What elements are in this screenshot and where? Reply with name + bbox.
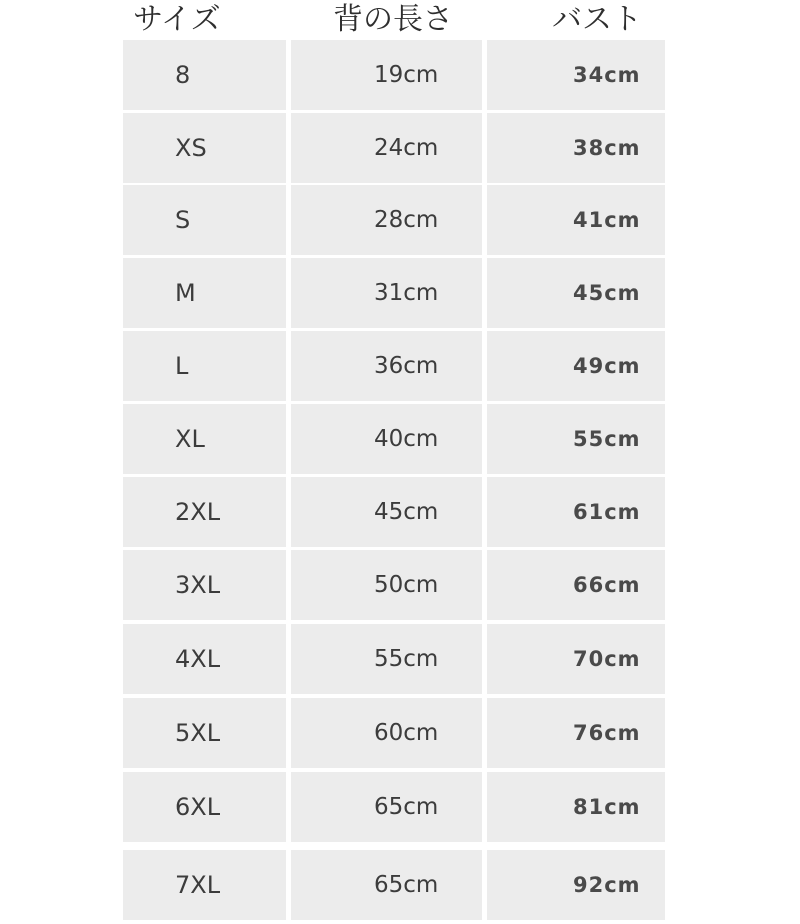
table-row bbox=[0, 185, 800, 255]
size-value: 6XL bbox=[175, 793, 221, 821]
size-value: 4XL bbox=[175, 645, 221, 673]
table-row bbox=[0, 624, 800, 694]
bust-cell bbox=[487, 624, 665, 694]
size-cell bbox=[123, 185, 286, 255]
back-length-value: 50cm bbox=[374, 572, 439, 598]
back-length-value: 65cm bbox=[374, 872, 439, 898]
bust-value: 55cm bbox=[573, 427, 641, 451]
back-length-value: 24cm bbox=[374, 135, 439, 161]
size-cell bbox=[123, 477, 286, 547]
size-value: 8 bbox=[175, 61, 191, 89]
bust-value: 34cm bbox=[573, 63, 641, 87]
size-value: 3XL bbox=[175, 571, 221, 599]
size-cell bbox=[123, 850, 286, 920]
table-row bbox=[0, 850, 800, 920]
back-length-value: 19cm bbox=[374, 62, 439, 88]
back-length-cell bbox=[291, 550, 482, 620]
bust-value: 76cm bbox=[573, 721, 641, 745]
back-length-cell bbox=[291, 850, 482, 920]
size-cell bbox=[123, 113, 286, 183]
back-length-cell bbox=[291, 331, 482, 401]
bust-value: 81cm bbox=[573, 795, 641, 819]
size-cell bbox=[123, 772, 286, 842]
table-row bbox=[0, 113, 800, 183]
size-cell bbox=[123, 258, 286, 328]
bust-cell bbox=[487, 113, 665, 183]
header-size: サイズ bbox=[133, 2, 221, 37]
header-bust: バスト bbox=[552, 2, 642, 37]
bust-cell bbox=[487, 40, 665, 110]
size-value: XS bbox=[175, 134, 207, 162]
bust-cell bbox=[487, 331, 665, 401]
table-row bbox=[0, 477, 800, 547]
bust-value: 38cm bbox=[573, 136, 641, 160]
bust-cell bbox=[487, 850, 665, 920]
size-value: 5XL bbox=[175, 719, 221, 747]
back-length-value: 55cm bbox=[374, 646, 439, 672]
header-back-length: 背の長さ bbox=[333, 2, 453, 37]
bust-value: 92cm bbox=[573, 873, 641, 897]
back-length-cell bbox=[291, 477, 482, 547]
bust-cell bbox=[487, 698, 665, 768]
back-length-cell bbox=[291, 258, 482, 328]
back-length-cell bbox=[291, 40, 482, 110]
back-length-value: 40cm bbox=[374, 426, 439, 452]
back-length-value: 45cm bbox=[374, 499, 439, 525]
bust-cell bbox=[487, 258, 665, 328]
bust-value: 61cm bbox=[573, 500, 641, 524]
back-length-value: 60cm bbox=[374, 720, 439, 746]
back-length-cell bbox=[291, 185, 482, 255]
table-row bbox=[0, 550, 800, 620]
table-row bbox=[0, 258, 800, 328]
back-length-value: 65cm bbox=[374, 794, 439, 820]
size-cell bbox=[123, 550, 286, 620]
size-cell bbox=[123, 404, 286, 474]
back-length-cell bbox=[291, 624, 482, 694]
bust-value: 41cm bbox=[573, 208, 641, 232]
back-length-value: 28cm bbox=[374, 207, 439, 233]
size-cell bbox=[123, 40, 286, 110]
size-value: 7XL bbox=[175, 871, 221, 899]
bust-cell bbox=[487, 477, 665, 547]
size-cell bbox=[123, 624, 286, 694]
size-cell bbox=[123, 331, 286, 401]
bust-value: 70cm bbox=[573, 647, 641, 671]
size-value: S bbox=[175, 206, 191, 234]
table-row bbox=[0, 404, 800, 474]
back-length-cell bbox=[291, 113, 482, 183]
table-row bbox=[0, 331, 800, 401]
size-value: XL bbox=[175, 425, 205, 453]
back-length-cell bbox=[291, 698, 482, 768]
back-length-value: 36cm bbox=[374, 353, 439, 379]
size-cell bbox=[123, 698, 286, 768]
table-header bbox=[0, 0, 800, 40]
size-value: M bbox=[175, 279, 196, 307]
back-length-cell bbox=[291, 404, 482, 474]
table-row bbox=[0, 772, 800, 842]
bust-cell bbox=[487, 550, 665, 620]
bust-value: 49cm bbox=[573, 354, 641, 378]
back-length-cell bbox=[291, 772, 482, 842]
bust-value: 66cm bbox=[573, 573, 641, 597]
bust-cell bbox=[487, 404, 665, 474]
size-value: L bbox=[175, 352, 189, 380]
size-value: 2XL bbox=[175, 498, 221, 526]
bust-cell bbox=[487, 772, 665, 842]
bust-value: 45cm bbox=[573, 281, 641, 305]
table-row bbox=[0, 40, 800, 110]
table-row bbox=[0, 698, 800, 768]
back-length-value: 31cm bbox=[374, 280, 439, 306]
bust-cell bbox=[487, 185, 665, 255]
